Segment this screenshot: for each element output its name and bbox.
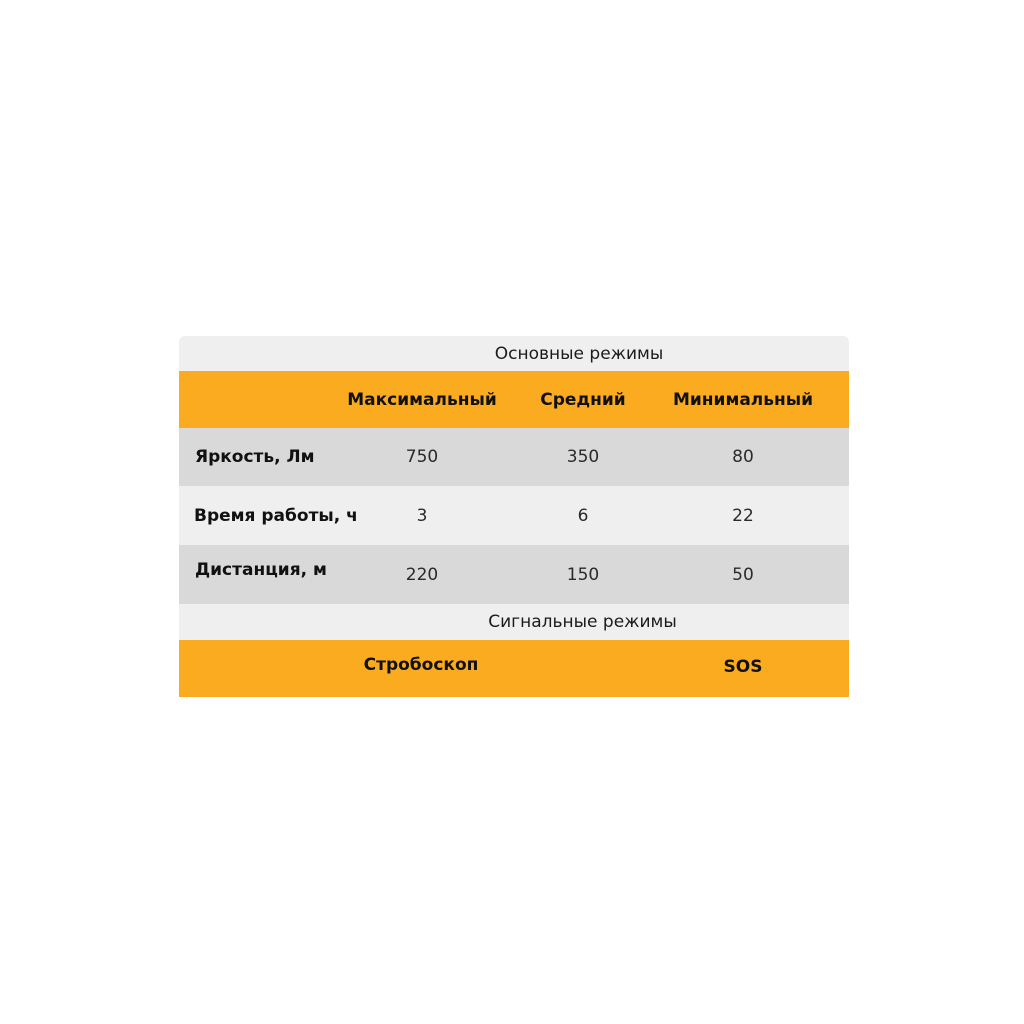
cell-distance-medium: 150 — [566, 564, 600, 585]
main-modes-title-row — [179, 336, 849, 371]
cell-brightness-medium: 350 — [566, 447, 600, 467]
signal-modes-title: Сигнальные режимы — [488, 612, 677, 632]
cell-brightness-max: 750 — [405, 447, 439, 467]
cell-brightness-min: 80 — [732, 447, 754, 467]
cell-runtime-medium: 6 — [577, 505, 589, 526]
row-label-runtime: Время работы, ч — [194, 505, 358, 526]
column-header-sos: SOS — [723, 656, 763, 677]
row-label-brightness: Яркость, Лм — [195, 447, 315, 467]
table-row — [179, 545, 849, 604]
column-header-min: Минимальный — [672, 389, 814, 410]
table-row — [179, 428, 849, 486]
main-modes-title: Основные режимы — [494, 343, 664, 364]
cell-distance-min: 50 — [732, 564, 754, 585]
column-header-strobe: Стробоскоп — [363, 654, 479, 675]
main-modes-header-row — [179, 371, 849, 428]
table-row — [179, 486, 849, 545]
row-label-distance: Дистанция, м — [195, 559, 327, 580]
column-header-max: Максимальный — [347, 389, 497, 410]
signal-modes-header-row — [179, 640, 849, 697]
cell-runtime-max: 3 — [416, 505, 428, 526]
specs-table — [179, 336, 849, 697]
column-header-medium: Средний — [540, 389, 626, 410]
signal-modes-title-row — [179, 604, 849, 640]
cell-distance-max: 220 — [405, 564, 439, 585]
cell-runtime-min: 22 — [732, 505, 754, 526]
